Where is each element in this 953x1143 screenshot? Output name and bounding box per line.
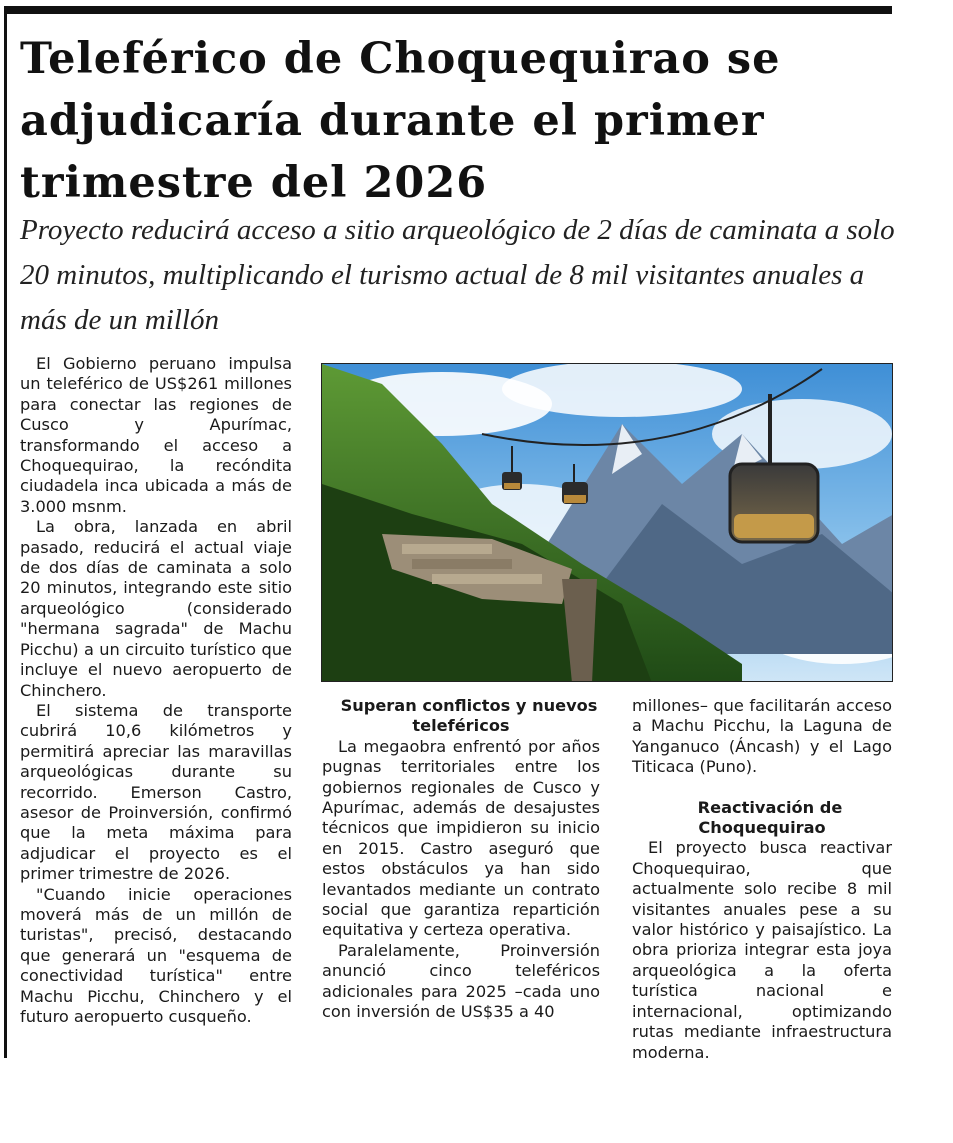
paragraph: El sistema de transporte cubrirá 10,6 kilómetros y permitirá apreciar las maravillas arqueológicas durante su recorrido. Emerson Castro, asesor de Proinversión, confirmó que la meta máxima para adjudicar el proyecto es el primer trimestre de 2026.: [20, 700, 292, 884]
photo-icon: [322, 364, 893, 682]
article-photo: [321, 363, 893, 682]
column-3: [632, 696, 892, 1063]
top-rule: [4, 6, 892, 14]
paragraph: millones– que facilitarán acceso a Machu Picchu, la Laguna de Yanganuco (Áncash) y el Lago Titicaca (Puno).: [632, 696, 892, 777]
column-2: [322, 696, 600, 1023]
left-rule: [4, 6, 7, 1058]
deck: Proyecto reducirá acceso a sitio arqueológico de 2 días de caminata a solo 20 minutos, multiplicando el turismo actual de 8 mil visitantes anuales a más de un millón: [20, 214, 895, 336]
paragraph: El Gobierno peruano impulsa un teleférico de US$261 millones para conectar las regiones de Cusco y Apurímac, transformando el acceso a Choquequirao, la recóndita ciudadela inca ubicada a más de 3.000 msnm.: [20, 354, 292, 516]
paragraph: La megaobra enfrentó por años pugnas territoriales entre los gobiernos regionales de Cusco y Apurímac, además de desajustes técnicos que impidieron su inicio en 2015. Castro aseguró que estos obstáculos ya han sido levantados mediante un contrato social que garantiza repartición equitativa y certeza operativa.: [322, 736, 600, 940]
paragraph: Paralelamente, Proinversión anunció cinco teleféricos adicionales para 2025 –cada uno con inversión de US$35 a 40: [322, 940, 600, 1022]
paragraph: "Cuando inicie operaciones moverá más de un millón de turistas", precisó, destacando que generará un "esquema de conectividad turística" entre Machu Picchu, Chinchero y el futuro aeropuerto cusqueño.: [20, 884, 292, 1026]
subhead: Reactivación de Choquequirao: [697, 797, 843, 838]
paragraph: La obra, lanzada en abril pasado, reducirá el actual viaje de dos días de caminata a solo 20 minutos, integrando este sitio arqueológico (considerado "hermana sagrada" de Machu Picchu) a un circuito turístico que incluye el nuevo aeropuerto de Chinchero.: [20, 517, 292, 700]
headline: Teleférico de Choquequirao se adjudicaría durante el primer trimestre del 2026: [20, 34, 781, 208]
column-1: [20, 354, 292, 1027]
subhead: Superan conflictos y nuevos teleféricos: [340, 696, 598, 736]
paragraph: El proyecto busca reactivar Choquequirao, que actualmente solo recibe 8 mil visitantes anuales pese a su valor histórico y paisajístico. La obra prioriza integrar esta joya arqueológica a la oferta turística nacional e internacional, optimizando rutas mediante infraestructura moderna.: [632, 838, 892, 1062]
